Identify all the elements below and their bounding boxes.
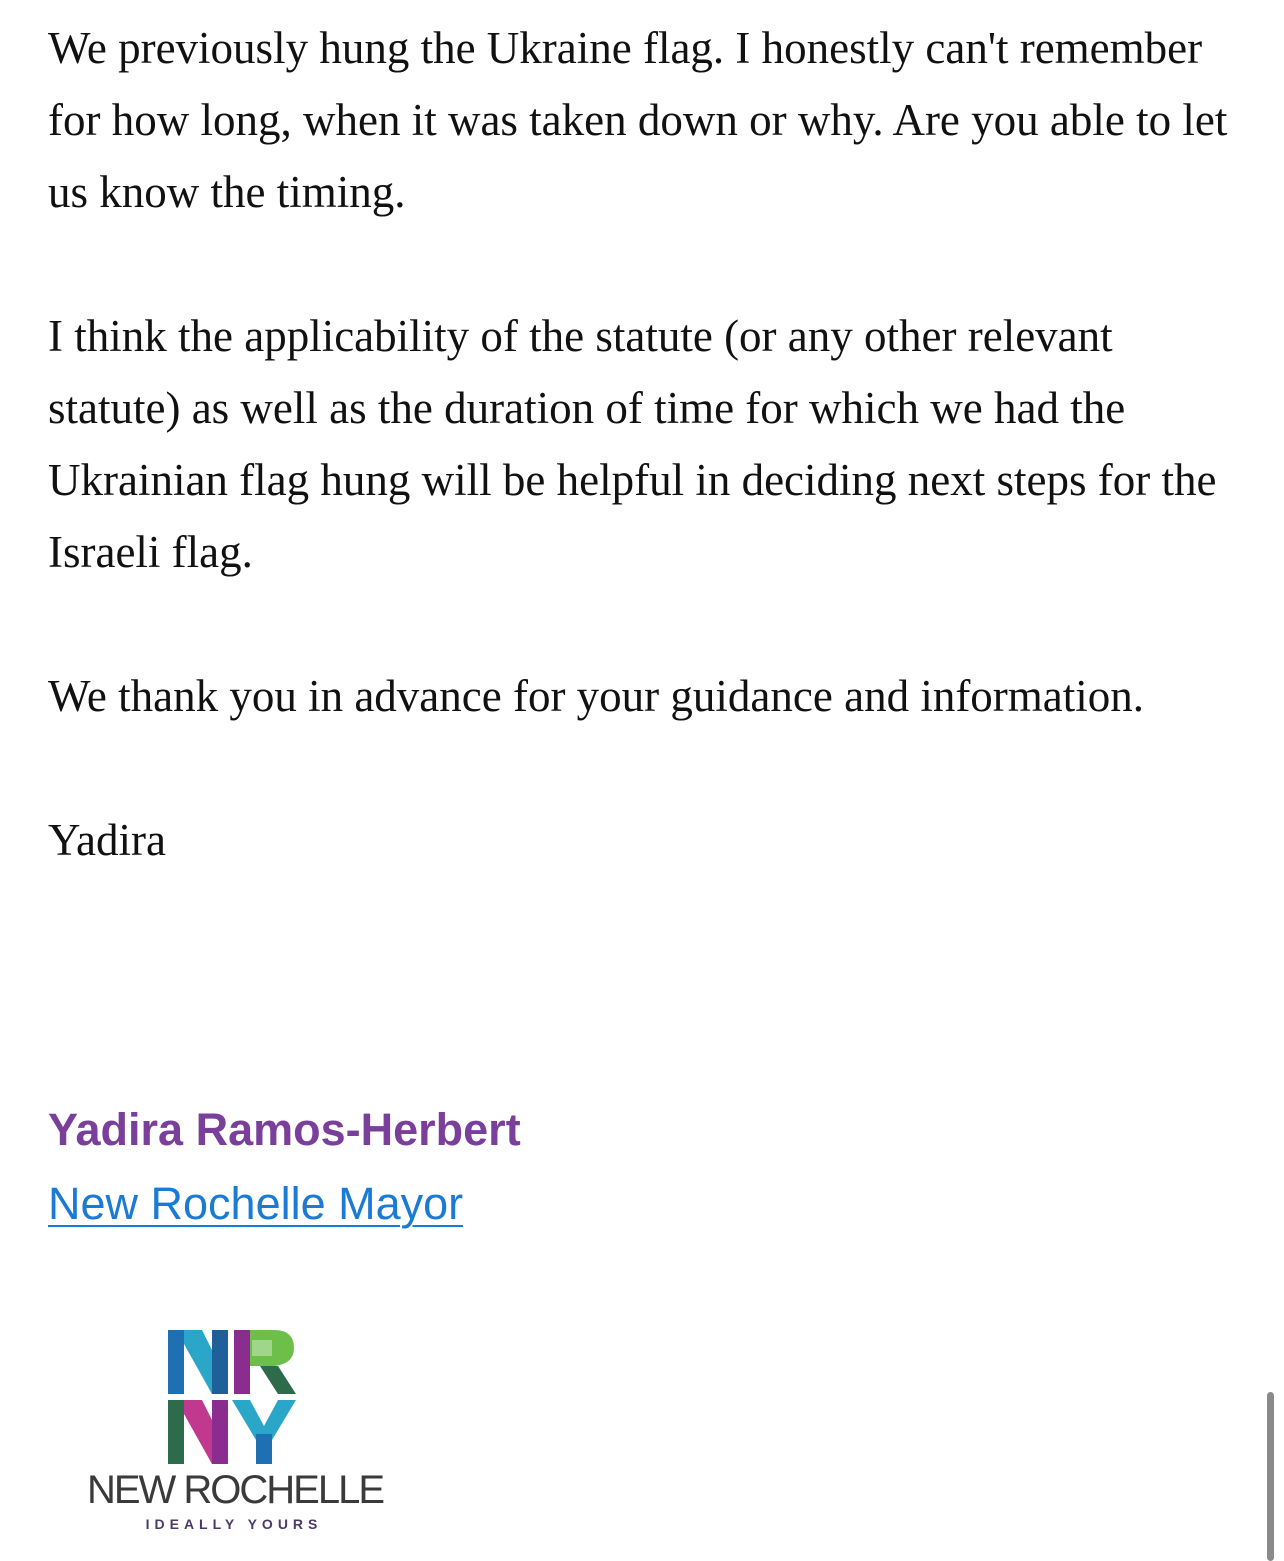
email-paragraph: We thank you in advance for your guidance and information. bbox=[48, 671, 1145, 721]
signature-name: Yadira Ramos-Herbert bbox=[48, 1104, 521, 1155]
logo-tagline: IDEALLY YOURS bbox=[145, 1516, 323, 1532]
vertical-scrollbar[interactable] bbox=[1267, 1392, 1274, 1561]
new-rochelle-logo bbox=[80, 1310, 390, 1555]
signature-title-link[interactable]: New Rochelle Mayor bbox=[48, 1178, 464, 1229]
nrny-monogram-icon bbox=[168, 1330, 298, 1465]
email-signoff: Yadira bbox=[48, 815, 166, 865]
email-paragraph: I think the applicability of the statute (or any other relevant statute) as well as the duration of time for which we had the Ukrainian flag hung will be helpful in deciding next steps for the Israeli flag. bbox=[48, 311, 1217, 577]
email-paragraph: We previously hung the Ukraine flag. I honestly can't remember for how long, when it was taken down or why. Are you able to let us know the timing. bbox=[48, 23, 1228, 217]
logo-wordmark: NEW ROCHELLE bbox=[86, 1468, 384, 1512]
